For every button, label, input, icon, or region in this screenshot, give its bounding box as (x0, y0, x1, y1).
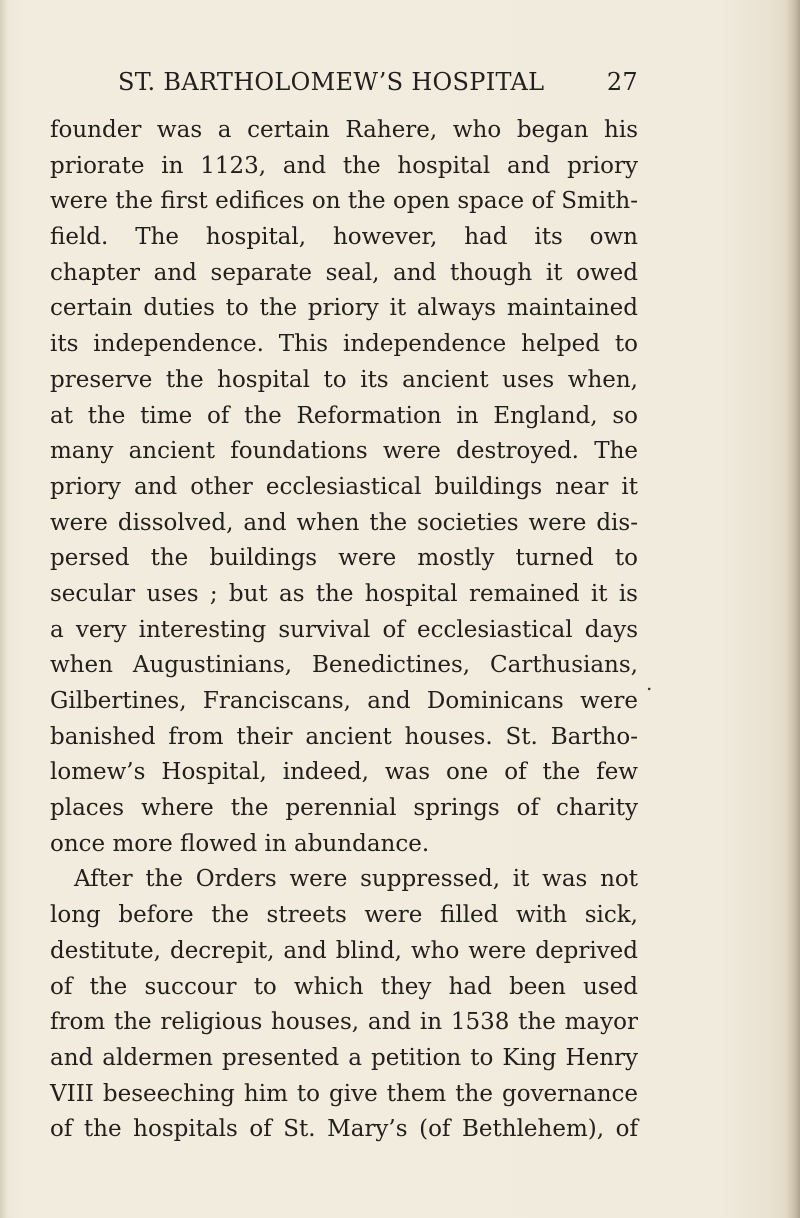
text-line: banished from their ancient houses. St. Bartho- (50, 723, 638, 750)
text-line: secular uses ; but as the hospital remained it is (50, 580, 638, 607)
text-line: founder was a certain Rahere, who began his (50, 117, 638, 143)
text-line: priory and other ecclesiastical buildings near it (50, 473, 638, 500)
text-line: persed the buildings were mostly turned to (50, 545, 638, 572)
page-header (118, 68, 638, 104)
text-line: chapter and separate seal, and though it owed (50, 259, 638, 286)
text-line: of the hospitals of St. Mary’s (of Bethlehem), of (50, 1116, 638, 1143)
paragraph-first-line: After the Orders were suppressed, it was not (74, 866, 638, 893)
text-line: were dissolved, and when the societies were dis- (50, 509, 638, 536)
text-line: destitute, decrepit, and blind, who were deprived (50, 937, 638, 964)
text-line: were the first edifices on the open space of Smith- (50, 188, 638, 215)
body-text (50, 113, 638, 1148)
text-line: VIII beseeching him to give them the governance (50, 1080, 638, 1107)
text-line: of the succour to which they had been used (50, 973, 638, 1000)
page-number: 27 (606, 68, 638, 96)
text-line: long before the streets were filled with sick, (50, 902, 638, 929)
text-line: preserve the hospital to its ancient uses when, (50, 366, 638, 393)
text-line: many ancient foundations were destroyed. The (50, 438, 638, 465)
page-right-edge (786, 0, 800, 1218)
text-line: field. The hospital, however, had its own (50, 224, 638, 251)
text-line: Gilbertines, Franciscans, and Dominicans were (50, 688, 638, 714)
text-line: at the time of the Reformation in England, so (50, 402, 638, 429)
page-left-shadow (0, 0, 8, 1218)
text-line: from the religious houses, and in 1538 the mayor (50, 1009, 638, 1036)
text-line: certain duties to the priory it always maintained (50, 295, 638, 322)
margin-mark: . (646, 671, 653, 695)
text-line: when Augustinians, Benedictines, Carthusians, (50, 652, 638, 679)
running-title: ST. BARTHOLOMEW’S HOSPITAL (118, 68, 545, 96)
text-line: places where the perennial springs of charity (50, 795, 638, 822)
text-line: lomew’s Hospital, indeed, was one of the few (50, 759, 638, 786)
text-line: a very interesting survival of ecclesiastical days (50, 616, 638, 643)
paragraph-last-line: once more flowed in abundance. (50, 830, 430, 857)
text-line: its independence. This independence helped to (50, 331, 638, 358)
text-line: and aldermen presented a petition to King Henry (50, 1044, 638, 1071)
text-line: priorate in 1123, and the hospital and priory (50, 152, 638, 179)
